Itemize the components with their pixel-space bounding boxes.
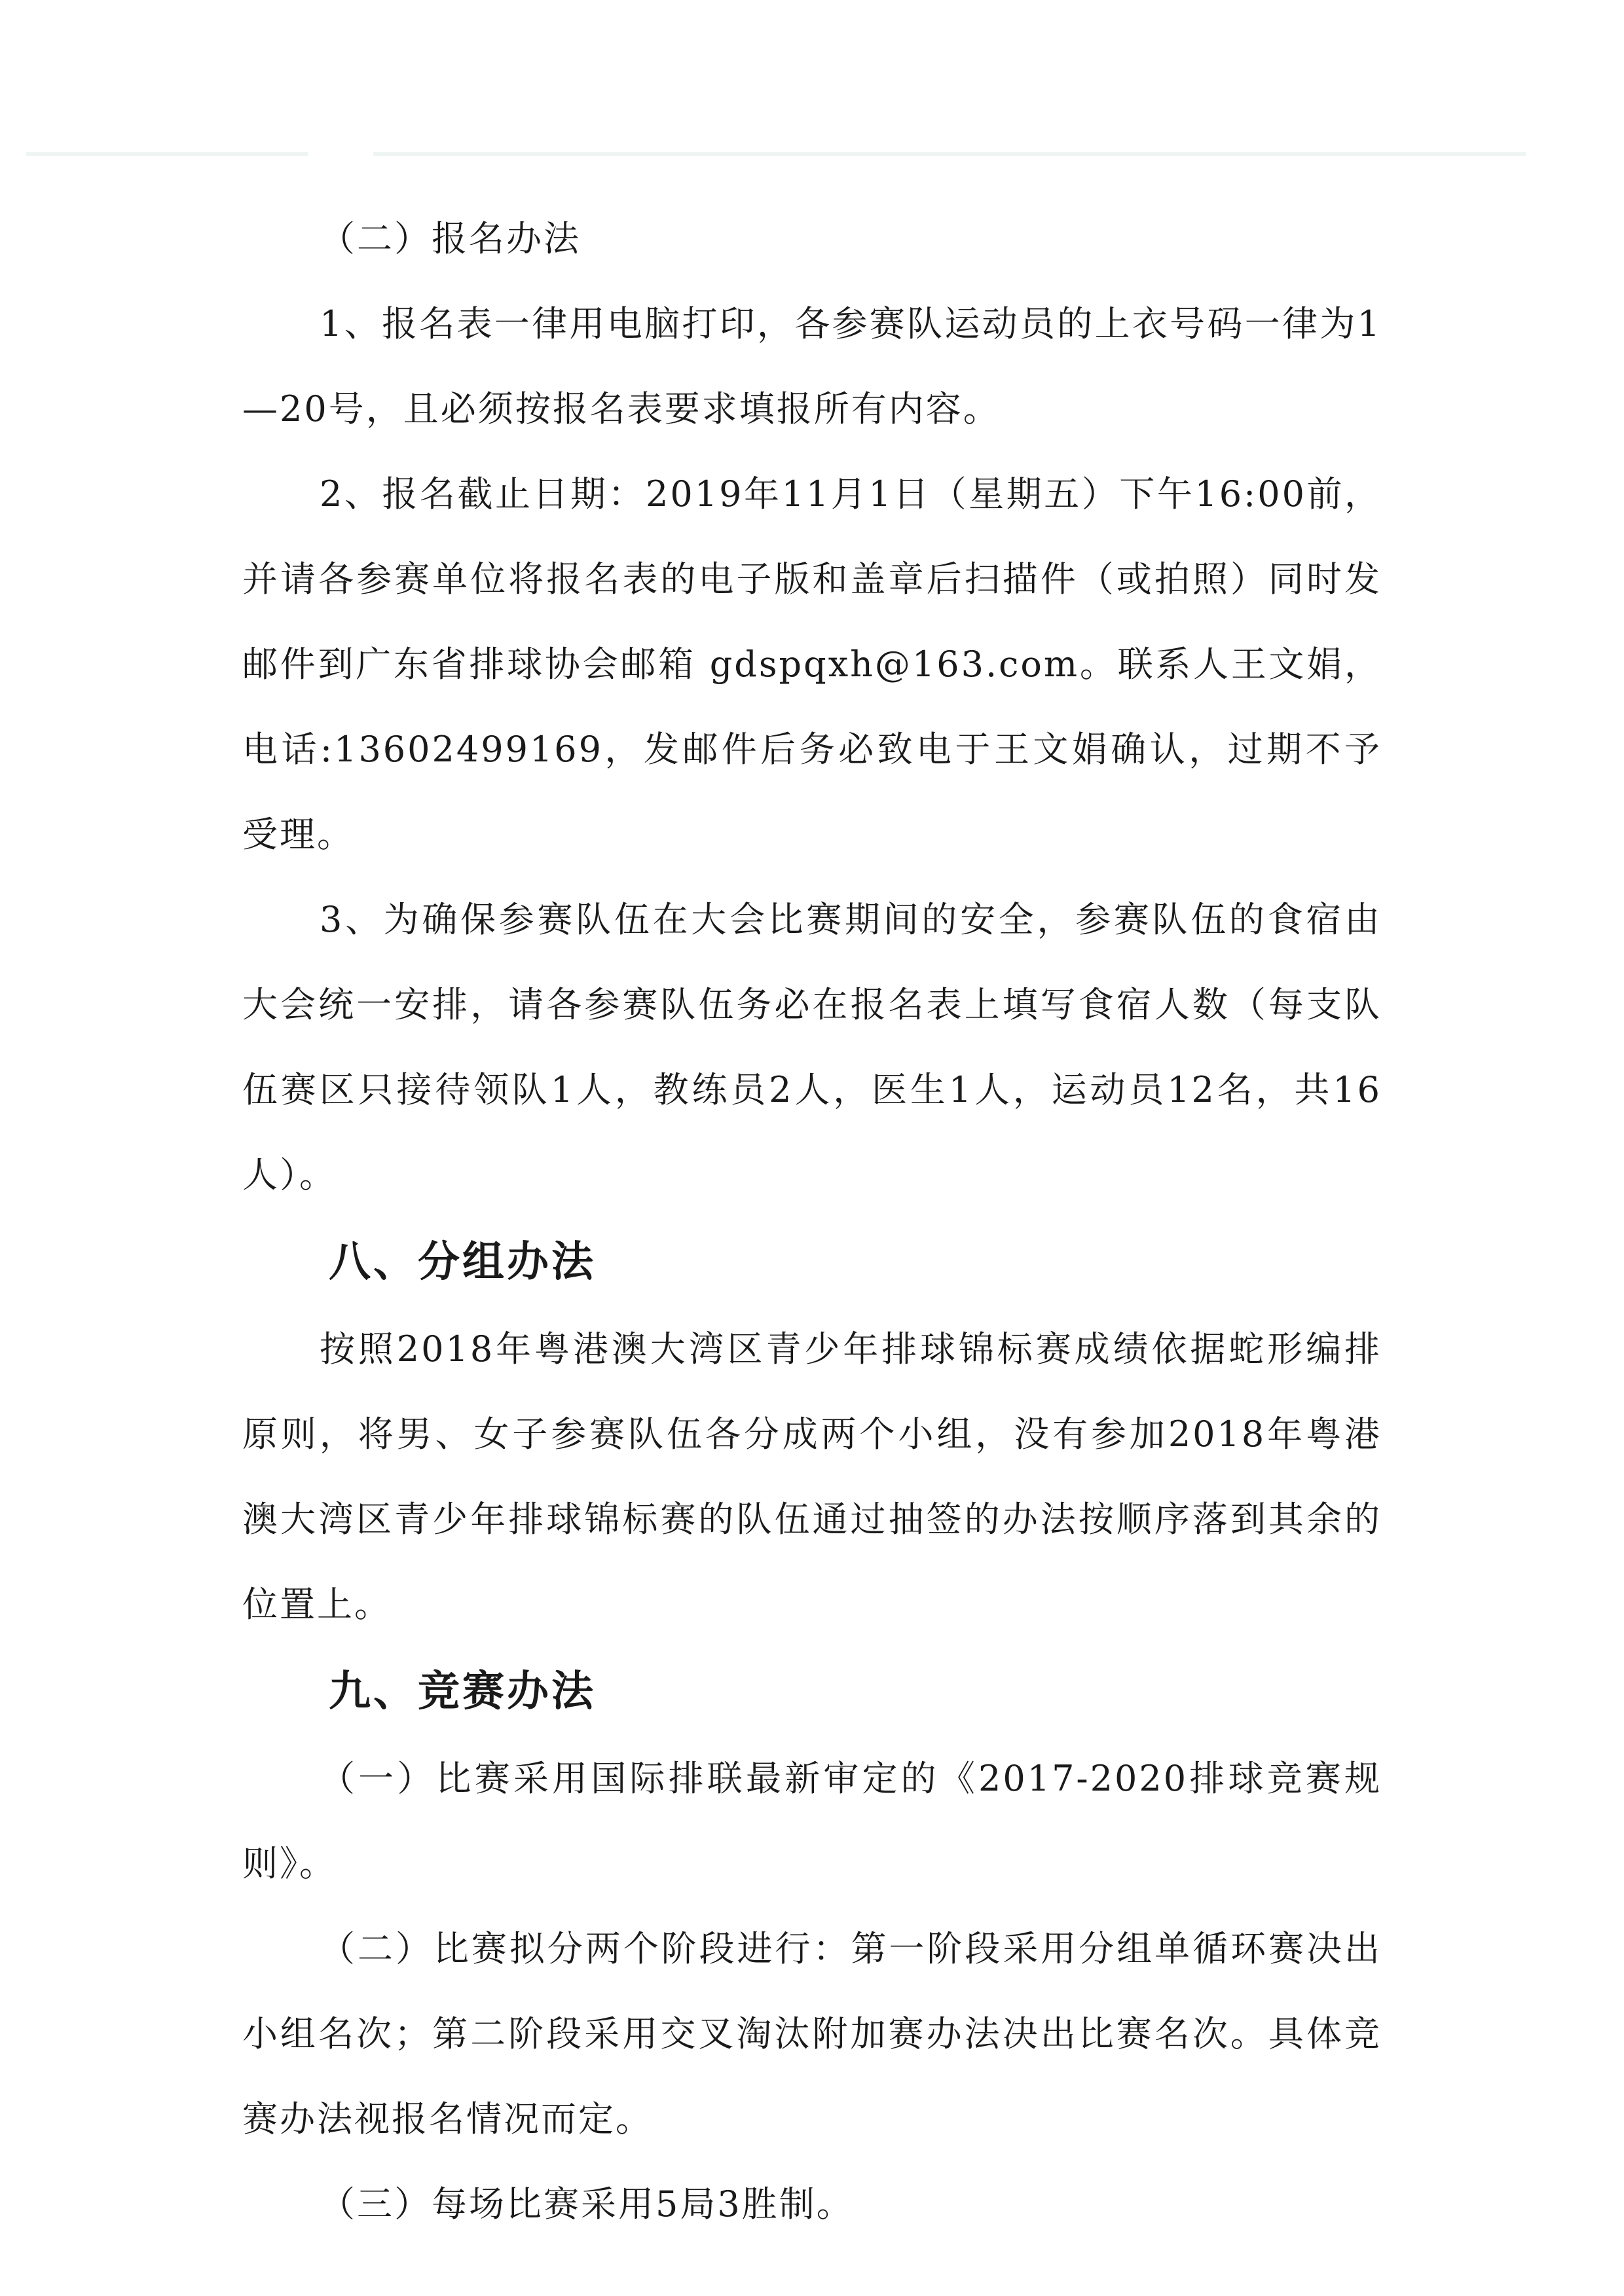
document-page xyxy=(242,196,1382,2247)
registration-subheading: （二）报名办法 xyxy=(320,218,581,259)
grouping-body: 按照2018年粤港澳大湾区青少年排球锦标赛成绩依据蛇形编排原则，将男、女子参赛队伍各分成两个小组，没有参加2018年粤港澳大湾区青少年排球锦标赛的队伍通过抽签的办法按顺序落到其余的位置上。 xyxy=(242,1328,1382,1625)
competition-heading: 九、竞赛办法 xyxy=(329,1667,596,1716)
registration-item-3: 3、为确保参赛队伍在大会比赛期间的安全，参赛队伍的食宿由大会统一安排，请各参赛队伍务必在报名表上填写食宿人数（每支队伍赛区只接待领队1人，教练员2人，医生1人，运动员12名，共16人）。 xyxy=(242,899,1382,1195)
competition-rule-1: （一）比赛采用国际排联最新审定的《2017-2020排球竞赛规则》。 xyxy=(242,1758,1382,1884)
grouping-heading: 八、分组办法 xyxy=(329,1238,596,1286)
scan-artifact-line xyxy=(373,152,1526,156)
registration-item-2: 2、报名截止日期：2019年11月1日（星期五）下午16:00前，并请各参赛单位将报名表的电子版和盖章后扫描件（或拍照）同时发邮件到广东省排球协会邮箱 gdspqxh@163.com。联系人王文娟，电话:13602499169，发邮件后务必致电于王文娟确认，过期不予受理。 xyxy=(242,473,1382,855)
competition-rule-2: （二）比赛拟分两个阶段进行：第一阶段采用分组单循环赛决出小组名次；第二阶段采用交叉淘汰附加赛办法决出比赛名次。具体竞赛办法视报名情况而定。 xyxy=(242,1928,1382,2140)
scan-artifact-line xyxy=(26,152,308,156)
competition-rule-3: （三）每场比赛采用5局3胜制。 xyxy=(320,2183,854,2225)
registration-item-1: 1、报名表一律用电脑打印，各参赛队运动员的上衣号码一律为1—20号，且必须按报名表要求填报所有内容。 xyxy=(242,303,1382,429)
